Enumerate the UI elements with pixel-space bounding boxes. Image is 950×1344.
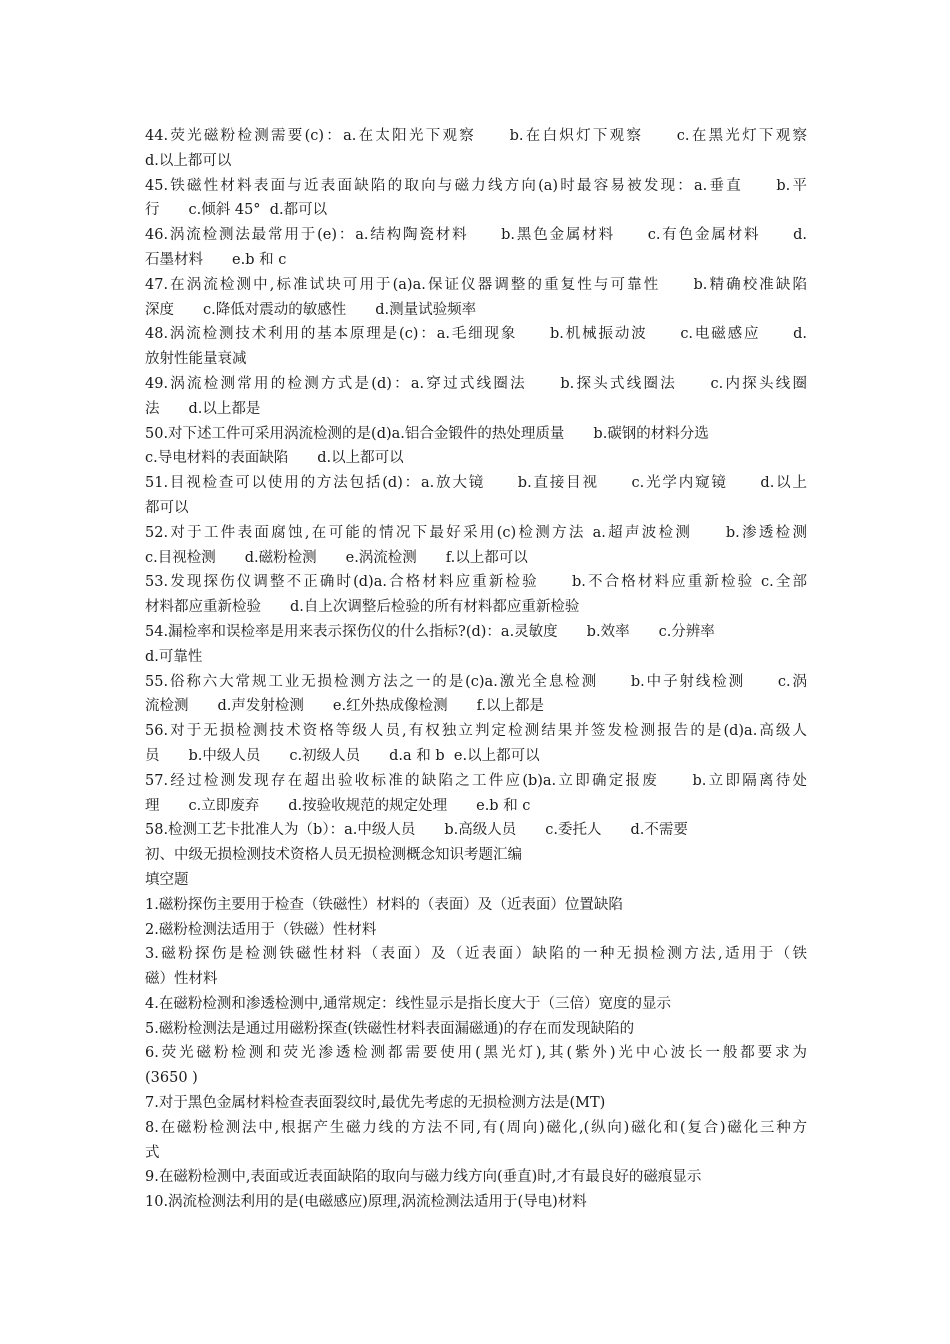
text-line: 材料都应重新检验 d.自上次调整后检验的所有材料都应重新检验 <box>145 599 580 616</box>
text-line: c.导电材料的表面缺陷 d.以上都可以 <box>145 450 404 467</box>
text-line: c.目视检测 d.磁粉检测 e.涡流检测 f.以上都可以 <box>145 549 528 566</box>
text-line: 填空题 <box>145 871 189 888</box>
text-line: 行 c.倾斜 45° d.都可以 <box>145 202 328 219</box>
text-line: 53.发现探伤仪调整不正确时(d)a.合格材料应重新检验 b.不合格材料应重新检验 c.全部 <box>145 574 807 591</box>
text-line: 法 d.以上都是 <box>145 400 261 417</box>
text-line: 47.在涡流检测中,标准试块可用于(a)a.保证仪器调整的重复性与可靠性 b.精确校准缺陷 <box>145 276 807 293</box>
text-line: 都可以 <box>145 499 189 516</box>
text-line: 石墨材料 e.b 和 c <box>145 251 287 268</box>
text-line: 46.涡流检测法最常用于(e)：a.结构陶瓷材料 b.黑色金属材料 c.有色金属材料 d. <box>145 227 807 244</box>
document-page <box>145 124 807 1215</box>
text-line: 57.经过检测发现存在超出验收标准的缺陷之工件应(b)a.立即确定报废 b.立即隔离待处 <box>145 772 807 789</box>
text-line: (3650 ) <box>145 1070 198 1087</box>
text-line: 52.对于工件表面腐蚀,在可能的情况下最好采用(c)检测方法 a.超声波检测 b.渗透检测 <box>145 524 807 541</box>
text-line: 员 b.中级人员 c.初级人员 d.a 和 b e.以上都可以 <box>145 747 540 764</box>
text-line: 流检测 d.声发射检测 e.红外热成像检测 f.以上都是 <box>145 698 545 715</box>
text-line: 49.涡流检测常用的检测方式是(d)：a.穿过式线圈法 b.探头式线圈法 c.内探头线圈 <box>145 375 807 392</box>
text-line: 6.荧光磁粉检测和荧光渗透检测都需要使用(黑光灯),其(紫外)光中心波长一般都要求为 <box>145 1045 807 1062</box>
text-line: 45.铁磁性材料表面与近表面缺陷的取向与磁力线方向(a)时最容易被发现：a.垂直 b.平 <box>145 177 807 194</box>
text-line: 2.磁粉检测法适用于（铁磁）性材料 <box>145 921 377 938</box>
text-line: 54.漏检率和误检率是用来表示探伤仪的什么指标?(d)：a.灵敏度 b.效率 c.分辨率 <box>145 623 715 640</box>
text-line: 55.俗称六大常规工业无损检测方法之一的是(c)a.激光全息检测 b.中子射线检测 c.涡 <box>145 673 807 690</box>
text-line: 理 c.立即废弃 d.按验收规范的规定处理 e.b 和 c <box>145 797 531 814</box>
text-line: 56.对于无损检测技术资格等级人员,有权独立判定检测结果并签发检测报告的是(d)a.高级人 <box>145 723 807 740</box>
text-line: 58.检测工艺卡批准人为（b）：a.中级人员 b.高级人员 c.委托人 d.不需要 <box>145 822 688 839</box>
text-line: 51.目视检查可以使用的方法包括(d)：a.放大镜 b.直接目视 c.光学内窥镜 d.以上 <box>145 475 807 492</box>
text-line: 磁）性材料 <box>145 971 218 988</box>
text-line: 5.磁粉检测法是通过用磁粉探查(铁磁性材料表面漏磁通)的存在而发现缺陷的 <box>145 1020 635 1037</box>
text-line: 7.对于黑色金属材料检查表面裂纹时,最优先考虑的无损检测方法是(MT) <box>145 1095 606 1112</box>
text-line: 深度 c.降低对震动的敏感性 d.测量试验频率 <box>145 301 477 318</box>
text-line: 式 <box>145 1144 160 1161</box>
text-line: d.以上都可以 <box>145 152 232 169</box>
text-line: 48.涡流检测技术利用的基本原理是(c)：a.毛细现象 b.机械振动波 c.电磁感应 d. <box>145 326 807 343</box>
text-line: 8.在磁粉检测法中,根据产生磁力线的方法不同,有(周向)磁化,(纵向)磁化和(复合)磁化三种方 <box>145 1119 807 1136</box>
text-line: 3.磁粉探伤是检测铁磁性材料（表面）及（近表面）缺陷的一种无损检测方法,适用于（铁 <box>145 946 807 963</box>
text-line: 50.对下述工件可采用涡流检测的是(d)a.铝合金锻件的热处理质量 b.碳钢的材料分选 <box>145 425 709 442</box>
text-line: 初、中级无损检测技术资格人员无损检测概念知识考题汇编 <box>145 847 522 864</box>
text-line: 4.在磁粉检测和渗透检测中,通常规定：线性显示是指长度大于（三倍）宽度的显示 <box>145 995 671 1012</box>
text-line: 9.在磁粉检测中,表面或近表面缺陷的取向与磁力线方向(垂直)时,才有最良好的磁痕显示 <box>145 1169 702 1186</box>
text-line: 放射性能量衰减 <box>145 351 247 368</box>
text-line: 44.荧光磁粉检测需要(c)：a.在太阳光下观察 b.在白炽灯下观察 c.在黑光灯下观察 <box>145 128 807 144</box>
text-line: d.可靠性 <box>145 648 203 665</box>
text-line: 1.磁粉探伤主要用于检查（铁磁性）材料的（表面）及（近表面）位置缺陷 <box>145 896 623 913</box>
text-line: 10.涡流检测法利用的是(电磁感应)原理,涡流检测法适用于(导电)材料 <box>145 1194 587 1211</box>
